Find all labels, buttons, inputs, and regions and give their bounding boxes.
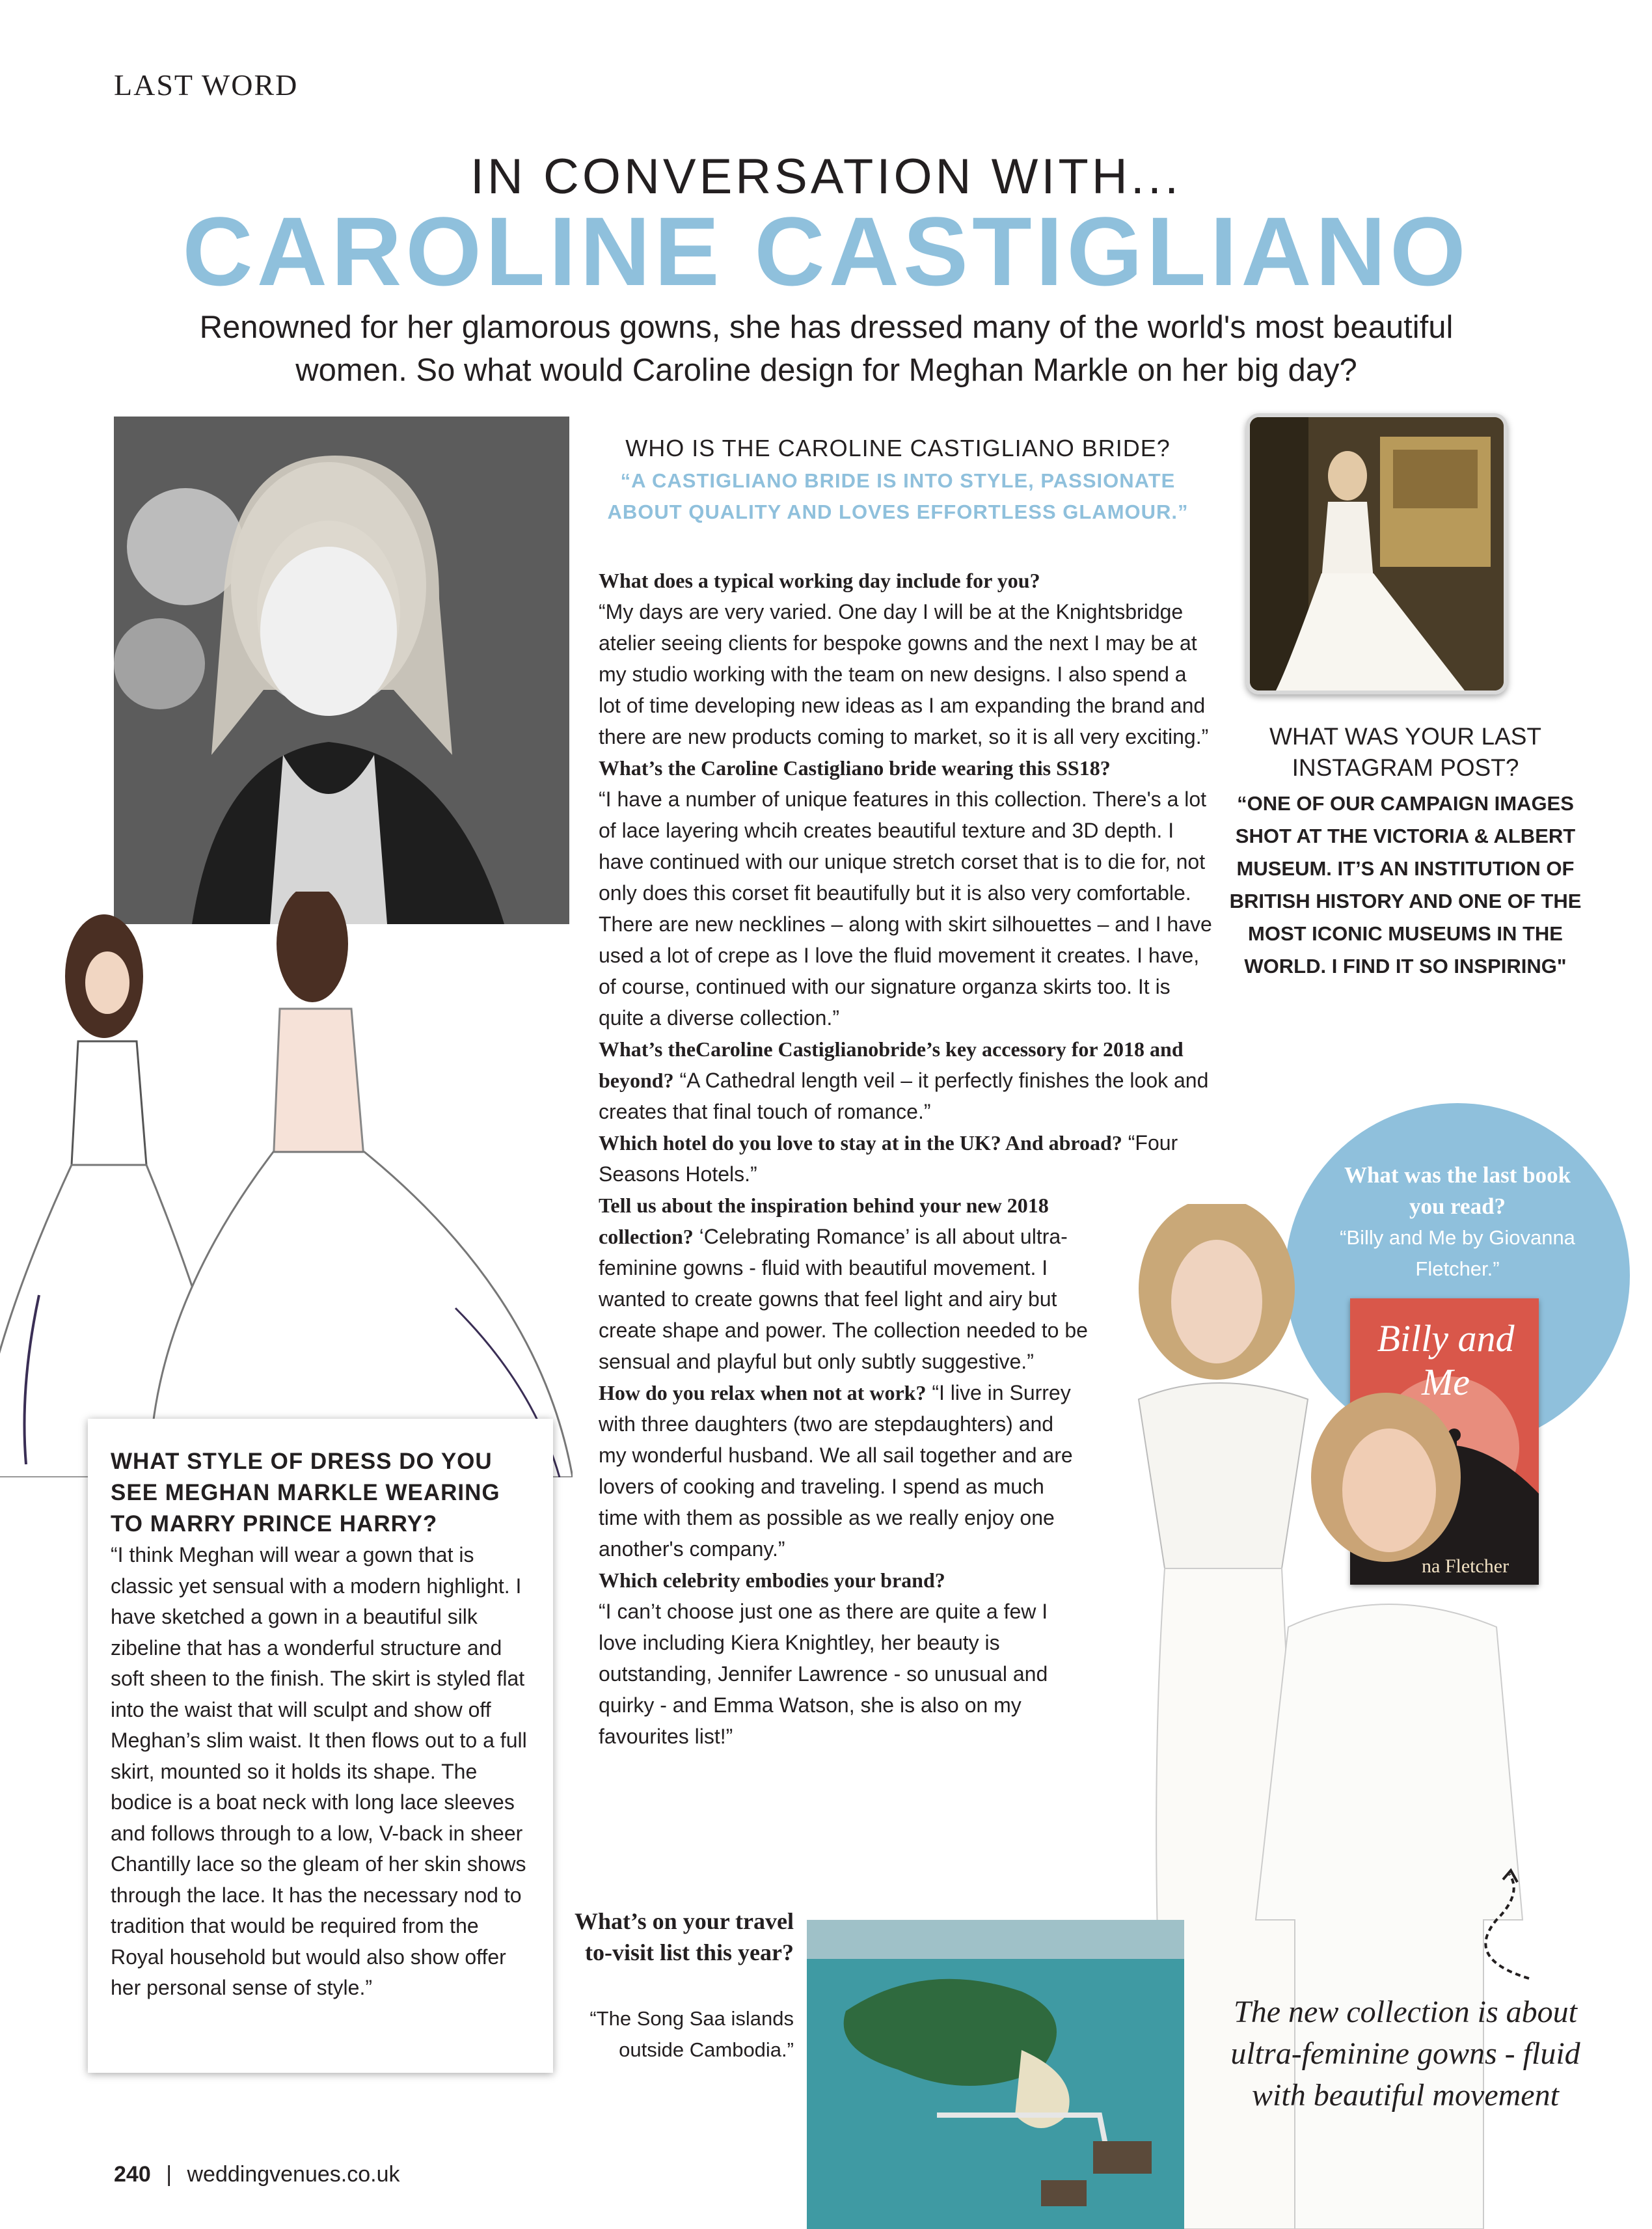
qa-question: Which celebrity embodies your brand? <box>599 1568 945 1592</box>
meghan-sidebar <box>88 1419 553 2073</box>
arrow-icon <box>1457 1868 1555 1985</box>
qa-answer: “I live in Surrey with three daughters (two are stepdaughters) and my wonderful husband. We all sail together and are lovers of cooking and traveling. I spend as much time with them as possible as we really enjoy one another's company.” <box>599 1381 1073 1561</box>
who-answer <box>586 465 1210 528</box>
footer-site: weddingvenues.co.uk <box>187 2162 400 2187</box>
island-photo <box>807 1920 1184 2229</box>
photo-caption: The new collection is about ultra-feminine gowns - fluid with beautiful movement <box>1230 1995 1580 2113</box>
who-question: WHO IS THE CAROLINE CASTIGLIANO BRIDE? <box>625 435 1171 461</box>
qa-answer: “I can’t choose just one as there are quite a few I love including Kiera Knightley, her beauty is outstanding, Jennifer Lawrence - so unusual and quirky - and Emma Watson, she is also on my favourites list!” <box>599 1600 1048 1748</box>
qa-item <box>599 1033 1213 1127</box>
standfirst-line: Renowned for her glamorous gowns, she has dressed many of the world's most beautiful <box>199 310 1454 345</box>
standfirst <box>104 306 1549 392</box>
kicker: IN CONVERSATION WITH... <box>470 149 1182 204</box>
page-number: 240 <box>114 2162 151 2187</box>
standfirst-line: women. So what would Caroline design for Meghan Markle on her big day? <box>295 353 1357 388</box>
travel-question: What’s on your travel to-visit list this year? <box>575 1908 794 1965</box>
qa-item <box>599 752 1213 1033</box>
museum-image <box>1250 417 1504 691</box>
gown-sketch <box>0 892 573 1477</box>
qa-question: Tell us about the inspiration behind your new 2018 collection? <box>599 1194 1049 1248</box>
qa-answer: “My days are very varied. One day I will be at the Knightsbridge atelier seeing clients for bespoke gowns and the next I may be at my studio working with the team on new designs. I also spend a lot of time developing new ideas as I am expanding the brand and there are new products coming to market, so it is all very exciting.” <box>599 600 1209 748</box>
travel-answer: “The Song Saa islands outside Cambodia.” <box>589 2007 794 2061</box>
footer <box>114 2162 400 2187</box>
qa-item <box>599 1127 1213 1190</box>
qa-question: What’s the Caroline Castigliano bride wearing this SS18? <box>599 756 1111 780</box>
book-cover-title: Billy and Me <box>1377 1317 1515 1403</box>
instagram-answer: “ONE OF OUR CAMPAIGN IMAGES SHOT AT THE VICTORIA & ALBERT MUSEUM. IT’S AN INSTITUTION OF BRITISH HISTORY AND ONE OF THE MOST ICONIC MUSEUMS IN THE WORLD. I FIND IT SO INSPIRING" <box>1229 792 1582 978</box>
page-title: CAROLINE CASTIGLIANO <box>182 197 1470 306</box>
portrait-image <box>114 417 569 924</box>
island-image <box>807 1920 1184 2229</box>
qa-answer: ‘Celebrating Romance’ is all about ultra-feminine gowns - fluid with beautiful movement. I wanted to create gowns that feel light and airy but create shape and power. The collection needed to be sensual and playful but only subtly suggestive.” <box>599 1225 1088 1373</box>
qa-question: How do you relax when not at work? <box>599 1381 927 1404</box>
instagram-question: WHAT WAS YOUR LAST INSTAGRAM POST? <box>1269 723 1542 781</box>
who-answer-line: ABOUT QUALITY AND LOVES EFFORTLESS GLAMOUR.” <box>607 500 1189 523</box>
qa-question: What’s theCaroline Castiglianobride’s key accessory for 2018 and beyond? <box>599 1037 1184 1092</box>
book-answer: “Billy and Me by Giovanna Fletcher.” <box>1340 1226 1575 1280</box>
qa-item <box>599 565 1213 752</box>
section-label: LAST WORD <box>114 68 299 102</box>
qa-answer: “I have a number of unique features in this collection. There's a lot of lace layering whcih creates beautiful texture and 3D depth. I have continued with our unique stretch corset that is to die for, not only does this corset fit beautifully but it is also very comfortable. There are new necklines – along with skirt silhouettes – and I have used a lot of crepe as I love the fluid movement it creates. I have, of course, continued with our signature organza skirts too. It is quite a diverse collection.” <box>599 787 1212 1030</box>
qa-answer: “Four Seasons Hotels.” <box>599 1131 1178 1186</box>
book-question: What was the last book you read? <box>1344 1162 1571 1219</box>
qa-item <box>599 1377 1074 1565</box>
sidebar-question: WHAT STYLE OF DRESS DO YOU SEE MEGHAN MARKLE WEARING TO MARRY PRINCE HARRY? <box>111 1449 500 1537</box>
book-cover-author: na Fletcher <box>1422 1555 1510 1577</box>
footer-separator: | <box>166 2162 172 2187</box>
museum-photo <box>1246 413 1508 694</box>
portrait-photo <box>114 417 569 924</box>
who-answer-line: “A CASTIGLIANO BRIDE IS INTO STYLE, PASSIONATE <box>620 469 1176 492</box>
qa-item <box>599 1190 1106 1377</box>
qa-answer: “A Cathedral length veil – it perfectly finishes the look and creates that final touch of romance.” <box>599 1069 1209 1123</box>
qa-item <box>599 1565 1074 1752</box>
qa-question: What does a typical working day include for you? <box>599 569 1040 592</box>
sidebar-answer: “I think Meghan will wear a gown that is classic yet sensual with a modern highlight. I have sketched a gown in a beautiful silk zibeline that has a wonderful structure and soft sheen to the finish. The skirt is styled flat into the waist that will sculpt and show off Meghan’s slim waist. It then flows out to a full skirt, mounted so it holds its shape. The bodice is a boat neck with long lace sleeves and follows through to a low, V-back in sheer Chantilly lace so the gleam of her skin shows through the lace. It has the necessary nod to tradition that would be required from the Royal household but would also show offer her personal sense of style.” <box>111 1543 527 1999</box>
qa-question: Which hotel do you love to stay at in the UK? And abroad? <box>599 1131 1122 1155</box>
